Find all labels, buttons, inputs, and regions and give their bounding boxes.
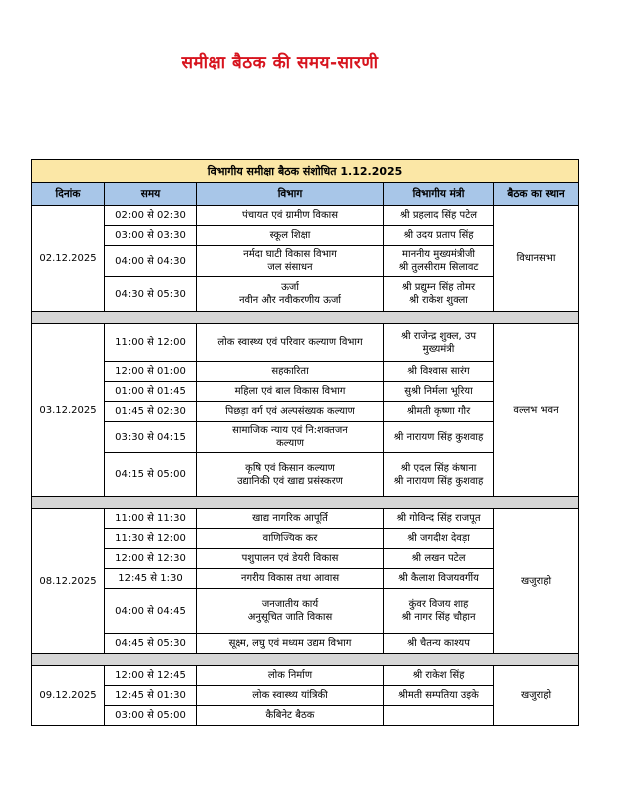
venue-cell: वल्लभ भवन (494, 324, 579, 497)
date-cell: 03.12.2025 (32, 324, 105, 497)
department-cell: लोक निर्माण (197, 666, 384, 686)
minister-cell: श्री लखन पटेल (384, 549, 494, 569)
date-cell: 08.12.2025 (32, 509, 105, 654)
time-cell: 11:30 से 12:00 (105, 529, 197, 549)
department-cell: पिछड़ा वर्ग एवं अल्पसंख्यक कल्याण (197, 402, 384, 422)
table-row (32, 206, 579, 226)
department-cell: स्कूल शिक्षा (197, 226, 384, 246)
department-cell: लोक स्वास्थ्य यांत्रिकी (197, 686, 384, 706)
time-cell: 03:00 से 03:30 (105, 226, 197, 246)
time-cell: 12:45 से 1:30 (105, 569, 197, 589)
time-cell: 11:00 से 12:00 (105, 324, 197, 362)
day-separator (32, 654, 579, 666)
time-cell: 04:45 से 05:30 (105, 634, 197, 654)
department-cell: कृषि एवं किसान कल्याण उद्यानिकी एवं खाद्य प्रसंस्करण (197, 453, 384, 497)
time-cell: 03:00 से 05:00 (105, 706, 197, 726)
minister-cell: श्री जगदीश देवड़ा (384, 529, 494, 549)
minister-cell: कुंवर विजय शाह श्री नागर सिंह चौहान (384, 589, 494, 634)
time-cell: 04:00 से 04:30 (105, 246, 197, 277)
time-cell: 12:00 से 01:00 (105, 362, 197, 382)
time-cell: 04:15 से 05:00 (105, 453, 197, 497)
time-cell: 02:00 से 02:30 (105, 206, 197, 226)
department-cell: कैबिनेट बैठक (197, 706, 384, 726)
department-cell: महिला एवं बाल विकास विभाग (197, 382, 384, 402)
date-cell: 02.12.2025 (32, 206, 105, 312)
time-cell: 11:00 से 11:30 (105, 509, 197, 529)
minister-cell: श्री चैतन्य काश्यप (384, 634, 494, 654)
minister-cell: श्री राकेश सिंह (384, 666, 494, 686)
minister-cell: श्री एदल सिंह कंषाना श्री नारायण सिंह कुशवाह (384, 453, 494, 497)
time-cell: 12:00 से 12:45 (105, 666, 197, 686)
time-cell: 01:00 से 01:45 (105, 382, 197, 402)
header-date: दिनांक (32, 183, 105, 206)
department-cell: लोक स्वास्थ्य एवं परिवार कल्याण विभाग (197, 324, 384, 362)
table-row (32, 666, 579, 686)
day-separator (32, 312, 579, 324)
department-cell: सामाजिक न्याय एवं नि:शक्तजन कल्याण (197, 422, 384, 453)
time-cell: 12:00 से 12:30 (105, 549, 197, 569)
venue-cell: खजुराहो (494, 509, 579, 654)
venue-cell: खजुराहो (494, 666, 579, 726)
day-separator (32, 497, 579, 509)
time-cell: 01:45 से 02:30 (105, 402, 197, 422)
department-cell: वाणिज्यिक कर (197, 529, 384, 549)
department-cell: सहकारिता (197, 362, 384, 382)
department-cell: जनजातीय कार्य अनुसूचित जाति विकास (197, 589, 384, 634)
header-time: समय (105, 183, 197, 206)
time-cell: 03:30 से 04:15 (105, 422, 197, 453)
department-cell: ऊर्जा नवीन और नवीकरणीय ऊर्जा (197, 277, 384, 312)
table-row (32, 324, 579, 362)
minister-cell: श्रीमती सम्पतिया उइके (384, 686, 494, 706)
minister-cell: श्री प्रहलाद सिंह पटेल (384, 206, 494, 226)
minister-cell: श्री विश्वास सारंग (384, 362, 494, 382)
department-cell: सूक्ष्म, लघु एवं मध्यम उद्यम विभाग (197, 634, 384, 654)
page-title: समीक्षा बैठक की समय-सारणी (181, 53, 379, 73)
minister-cell: श्री उदय प्रताप सिंह (384, 226, 494, 246)
header-minister: विभागीय मंत्री (384, 183, 494, 206)
header-venue: बैठक का स्थान (494, 183, 579, 206)
venue-cell: विधानसभा (494, 206, 579, 312)
schedule-table (31, 159, 579, 726)
minister-cell: सुश्री निर्मला भूरिया (384, 382, 494, 402)
table-row (32, 509, 579, 529)
table-title-row (32, 160, 579, 183)
minister-cell: श्री राजेन्द्र शुक्ल, उप मुख्यमंत्री (384, 324, 494, 362)
minister-cell: श्री नारायण सिंह कुशवाह (384, 422, 494, 453)
department-cell: नगरीय विकास तथा आवास (197, 569, 384, 589)
department-cell: नर्मदा घाटी विकास विभाग जल संसाधन (197, 246, 384, 277)
minister-cell (384, 706, 494, 726)
minister-cell: श्रीमती कृष्णा गौर (384, 402, 494, 422)
time-cell: 12:45 से 01:30 (105, 686, 197, 706)
table-title: विभागीय समीक्षा बैठक संशोधित 1.12.2025 (32, 160, 579, 183)
header-department: विभाग (197, 183, 384, 206)
minister-cell: श्री गोविन्द सिंह राजपूत (384, 509, 494, 529)
department-cell: पशुपालन एवं डेयरी विकास (197, 549, 384, 569)
minister-cell: श्री प्रद्युम्न सिंह तोमर श्री राकेश शुक्ला (384, 277, 494, 312)
date-cell: 09.12.2025 (32, 666, 105, 726)
minister-cell: श्री कैलाश विजयवर्गीय (384, 569, 494, 589)
minister-cell: माननीय मुख्यमंत्रीजी श्री तुलसीराम सिलावट (384, 246, 494, 277)
table-header-row (32, 183, 579, 206)
department-cell: पंचायत एवं ग्रामीण विकास (197, 206, 384, 226)
time-cell: 04:00 से 04:45 (105, 589, 197, 634)
time-cell: 04:30 से 05:30 (105, 277, 197, 312)
department-cell: खाद्य नागरिक आपूर्ति (197, 509, 384, 529)
